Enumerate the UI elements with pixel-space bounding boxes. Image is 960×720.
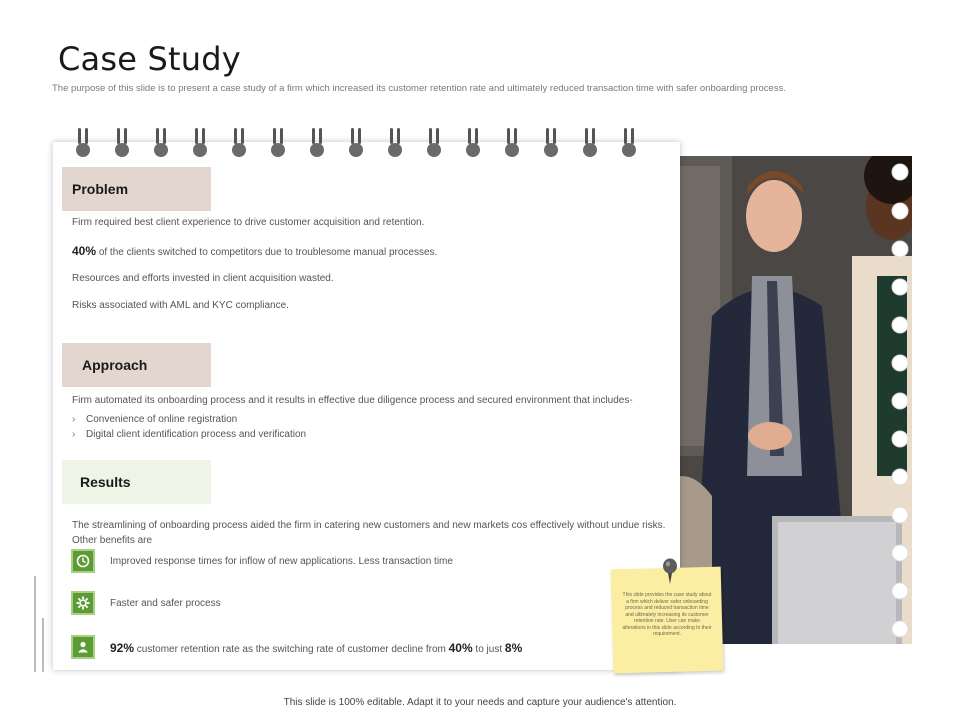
approach-heading: Approach: [62, 343, 211, 387]
notebook-spiral-rings: [72, 126, 642, 160]
sticky-note-text: This slide provides the case study about a firm which deliver safer onboarding process and reduced transaction time and ultimately increasing its customer retention rate. User can make alterations in this slide according to their requirement.: [622, 592, 712, 637]
approach-bullet-1-text: Convenience of online registration: [86, 414, 238, 425]
results-paragraph: The streamlining of onboarding process aided the firm in catering new customers and new markets cos effectively without undue risks. Other benefits are: [72, 520, 666, 546]
problem-line-2: [72, 244, 437, 258]
footer-note: This slide is 100% editable. Adapt it to your needs and capture your audience's attention.: [283, 697, 677, 708]
decline-from-value: 40%: [448, 641, 473, 655]
problem-line-2-text: of the clients switched to competitors due to troublesome manual processes.: [98, 247, 438, 258]
problem-heading: Problem: [62, 167, 211, 211]
chevron-right-icon: ›: [72, 429, 76, 440]
problem-highlight-value: 40%: [72, 244, 97, 258]
retention-rate-value: 92%: [110, 641, 135, 655]
benefit-2-text: Faster and safer process: [110, 598, 221, 609]
gear-icon: [71, 591, 95, 615]
decorative-lines: [33, 576, 45, 672]
benefit-1-text: Improved response times for inflow of new applications. Less transaction time: [110, 556, 453, 567]
problem-line-4: Risks associated with AML and KYC compliance.: [72, 300, 289, 311]
slide-title: Case Study: [58, 40, 241, 78]
approach-bullet-1: [72, 414, 237, 425]
chevron-right-icon: ›: [72, 414, 76, 425]
benefit-3-text: [110, 641, 522, 655]
slide-subtitle: The purpose of this slide is to present a case study of a firm which increased its customer retention rate and ultimately reduced transaction time with safer onboarding process.: [52, 83, 786, 94]
benefit-3-text-b: to just: [472, 644, 505, 655]
problem-line-3: Resources and efforts invested in client acquisition wasted.: [72, 273, 334, 284]
problem-line-1: Firm required best client experience to drive customer acquisition and retention.: [72, 217, 425, 228]
pushpin-icon: [660, 558, 680, 586]
results-heading: Results: [62, 460, 211, 504]
photo-binder-rings: [886, 156, 916, 644]
users-icon: [71, 635, 95, 659]
clock-icon: [71, 549, 95, 573]
benefit-3-text-a: customer retention rate as the switching rate of customer decline from: [134, 644, 449, 655]
approach-bullet-2-text: Digital client identification process and verification: [86, 429, 307, 440]
approach-intro: Firm automated its onboarding process and it results in effective due diligence process and secured environment that includes-: [72, 395, 633, 406]
decline-to-value: 8%: [504, 641, 523, 655]
approach-bullet-2: [72, 429, 306, 440]
